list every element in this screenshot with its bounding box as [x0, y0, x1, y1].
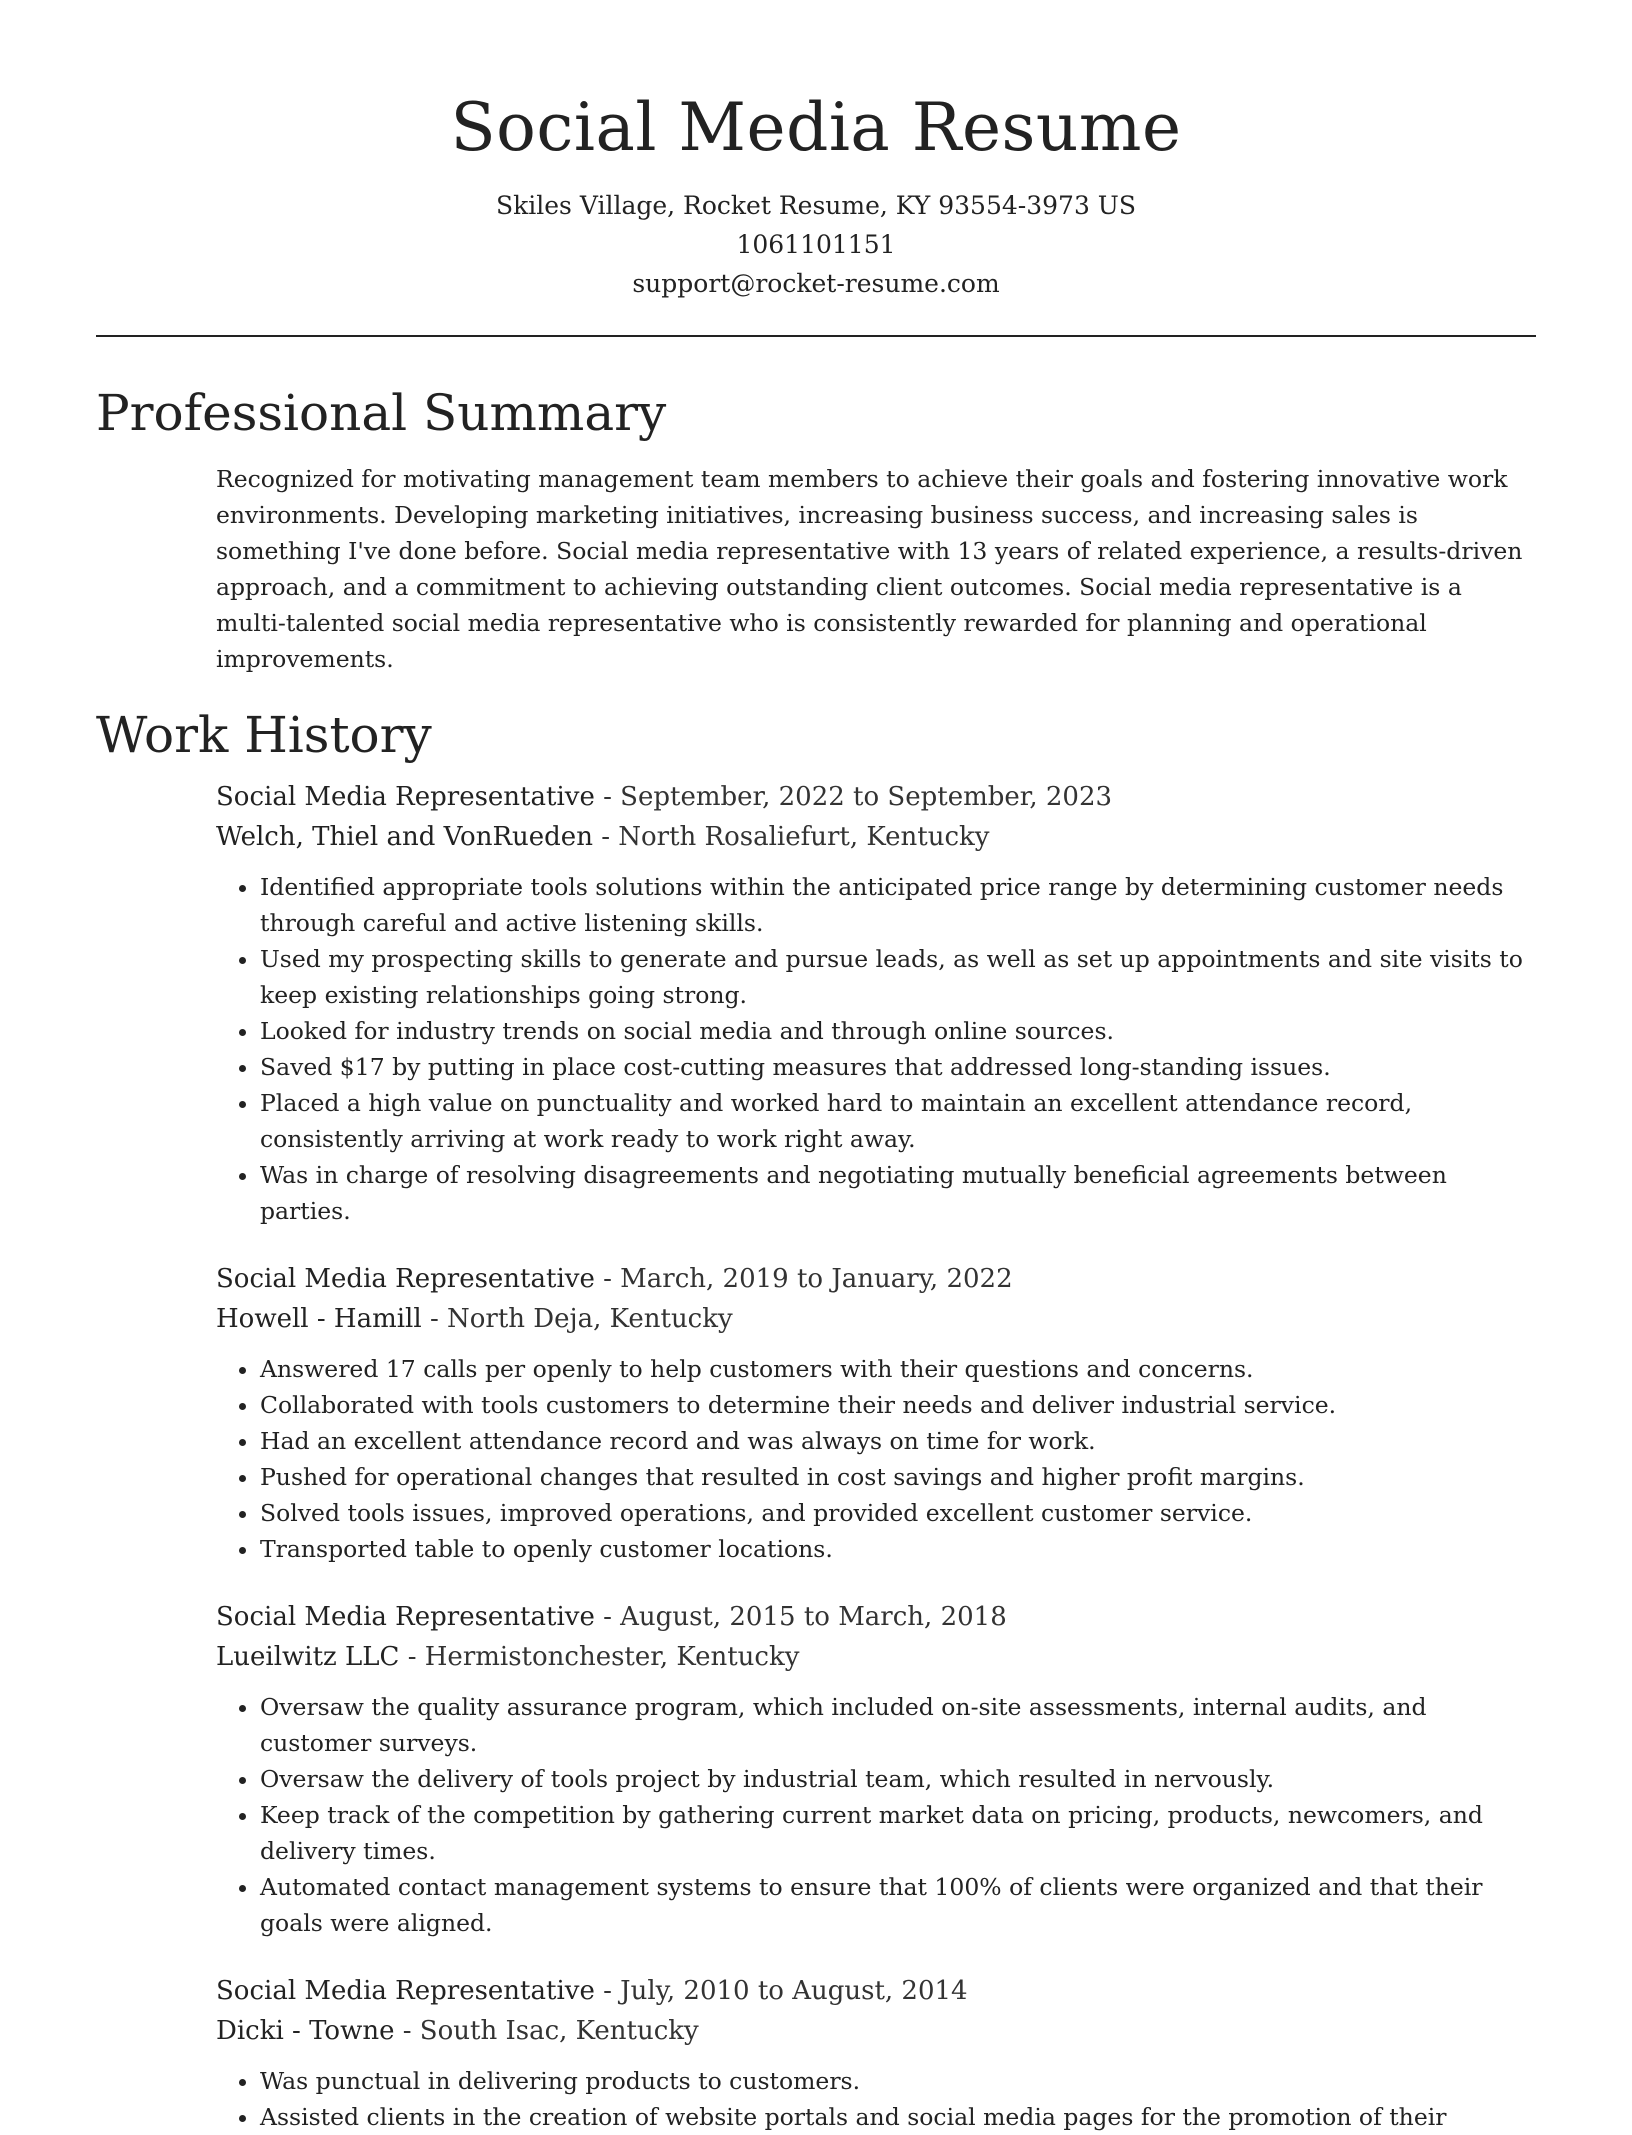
job-role: Social Media Representative	[216, 1602, 595, 1632]
job-role: Social Media Representative	[216, 1976, 595, 2006]
job-bullet: • Assisted clients in the creation of website portals and social media pages for the promotion of their	[260, 2099, 1536, 2135]
job-bullet: • Saved $17 by putting in place cost-cutting measures that addressed long-standing issues.	[260, 1049, 1536, 1085]
job-location: - Hermistonchester, Kentucky	[399, 1642, 800, 1672]
address-line: Skiles Village, Rocket Resume, KY 93554-3973 US	[496, 191, 1136, 220]
job-company-line	[216, 1299, 1536, 1339]
job-bullets	[216, 2063, 1536, 2135]
summary-heading: Professional Summary	[96, 384, 667, 442]
job-role-line	[216, 1597, 1536, 1637]
job-role: Social Media Representative	[216, 782, 595, 812]
job-company-line	[216, 817, 1536, 857]
job-bullet: • Was punctual in delivering products to customers.	[260, 2063, 1536, 2099]
job-entry	[216, 1259, 1536, 1567]
job-bullets	[216, 1689, 1536, 1941]
job-bullet: • Pushed for operational changes that resulted in cost savings and higher profit margins.	[260, 1459, 1536, 1495]
job-role-line	[216, 1259, 1536, 1299]
summary-text: Recognized for motivating management team members to achieve their goals and fostering innovative work environments. Developing marketing initiatives, increasing business success, and increasing sales is something I've done before. Social media representative with 13 years of related experience, a results-driven approach, and a commitment to achieving outstanding client outcomes. Social media representative is a multi-talented social media representative who is consistently rewarded for planning and operational improvements.	[216, 465, 1523, 673]
work-history-heading: Work History	[96, 706, 432, 764]
job-entry	[216, 777, 1536, 1229]
job-bullet: • Transported table to openly customer locations.	[260, 1531, 1536, 1567]
job-location: - North Deja, Kentucky	[421, 1304, 733, 1334]
job-entry	[216, 1971, 1536, 2135]
email-line: support@rocket-resume.com	[632, 269, 1000, 298]
job-dates: - September, 2022 to September, 2023	[594, 782, 1113, 812]
job-bullet: • Identified appropriate tools solutions within the anticipated price range by determining customer needs through careful and active listening skills.	[260, 869, 1536, 941]
job-dates: - July, 2010 to August, 2014	[594, 1976, 968, 2006]
job-company: Welch, Thiel and VonRueden	[216, 822, 593, 852]
contact-block	[96, 186, 1536, 303]
job-location: - South Isac, Kentucky	[394, 2016, 699, 2046]
header-divider	[96, 335, 1536, 337]
job-dates: - August, 2015 to March, 2018	[594, 1602, 1007, 1632]
resume-name: Social Media Resume	[450, 89, 1182, 166]
job-bullet: • Collaborated with tools customers to determine their needs and deliver industrial service.	[260, 1387, 1536, 1423]
job-role-line	[216, 777, 1536, 817]
job-bullet: • Looked for industry trends on social media and through online sources.	[260, 1013, 1536, 1049]
job-bullets	[216, 1351, 1536, 1567]
job-bullet: • Answered 17 calls per openly to help customers with their questions and concerns.	[260, 1351, 1536, 1387]
job-bullet: • Placed a high value on punctuality and worked hard to maintain an excellent attendance record, consistently arriving at work ready to work right away.	[260, 1085, 1536, 1157]
job-bullet: • Oversaw the quality assurance program, which included on-site assessments, internal audits, and customer surveys.	[260, 1689, 1536, 1761]
job-list	[96, 777, 1536, 2135]
job-bullet: • Automated contact management systems to ensure that 100% of clients were organized and that their goals were aligned.	[260, 1869, 1536, 1941]
job-location: - North Rosaliefurt, Kentucky	[592, 822, 990, 852]
job-bullets	[216, 869, 1536, 1229]
job-role: Social Media Representative	[216, 1264, 595, 1294]
job-bullet: • Used my prospecting skills to generate and pursue leads, as well as set up appointments and site visits to keep existing relationships going strong.	[260, 941, 1536, 1013]
job-bullet: • Was in charge of resolving disagreements and negotiating mutually beneficial agreements between parties.	[260, 1157, 1536, 1229]
resume-header	[96, 0, 1536, 303]
job-bullet: • Keep track of the competition by gathering current market data on pricing, products, newcomers, and delivery times.	[260, 1797, 1536, 1869]
job-company: Lueilwitz LLC	[216, 1642, 400, 1672]
job-bullet: • Had an excellent attendance record and was always on time for work.	[260, 1423, 1536, 1459]
job-role-line	[216, 1971, 1536, 2011]
job-company: Dicki - Towne	[216, 2016, 395, 2046]
job-bullet: • Oversaw the delivery of tools project by industrial team, which resulted in nervously.	[260, 1761, 1536, 1797]
job-company: Howell - Hamill	[216, 1304, 422, 1334]
job-company-line	[216, 2011, 1536, 2051]
job-bullet: • Solved tools issues, improved operations, and provided excellent customer service.	[260, 1495, 1536, 1531]
phone-line: 1061101151	[736, 230, 896, 259]
job-entry	[216, 1597, 1536, 1941]
resume-page	[96, 0, 1536, 2135]
job-company-line	[216, 1637, 1536, 1677]
job-dates: - March, 2019 to January, 2022	[594, 1264, 1013, 1294]
